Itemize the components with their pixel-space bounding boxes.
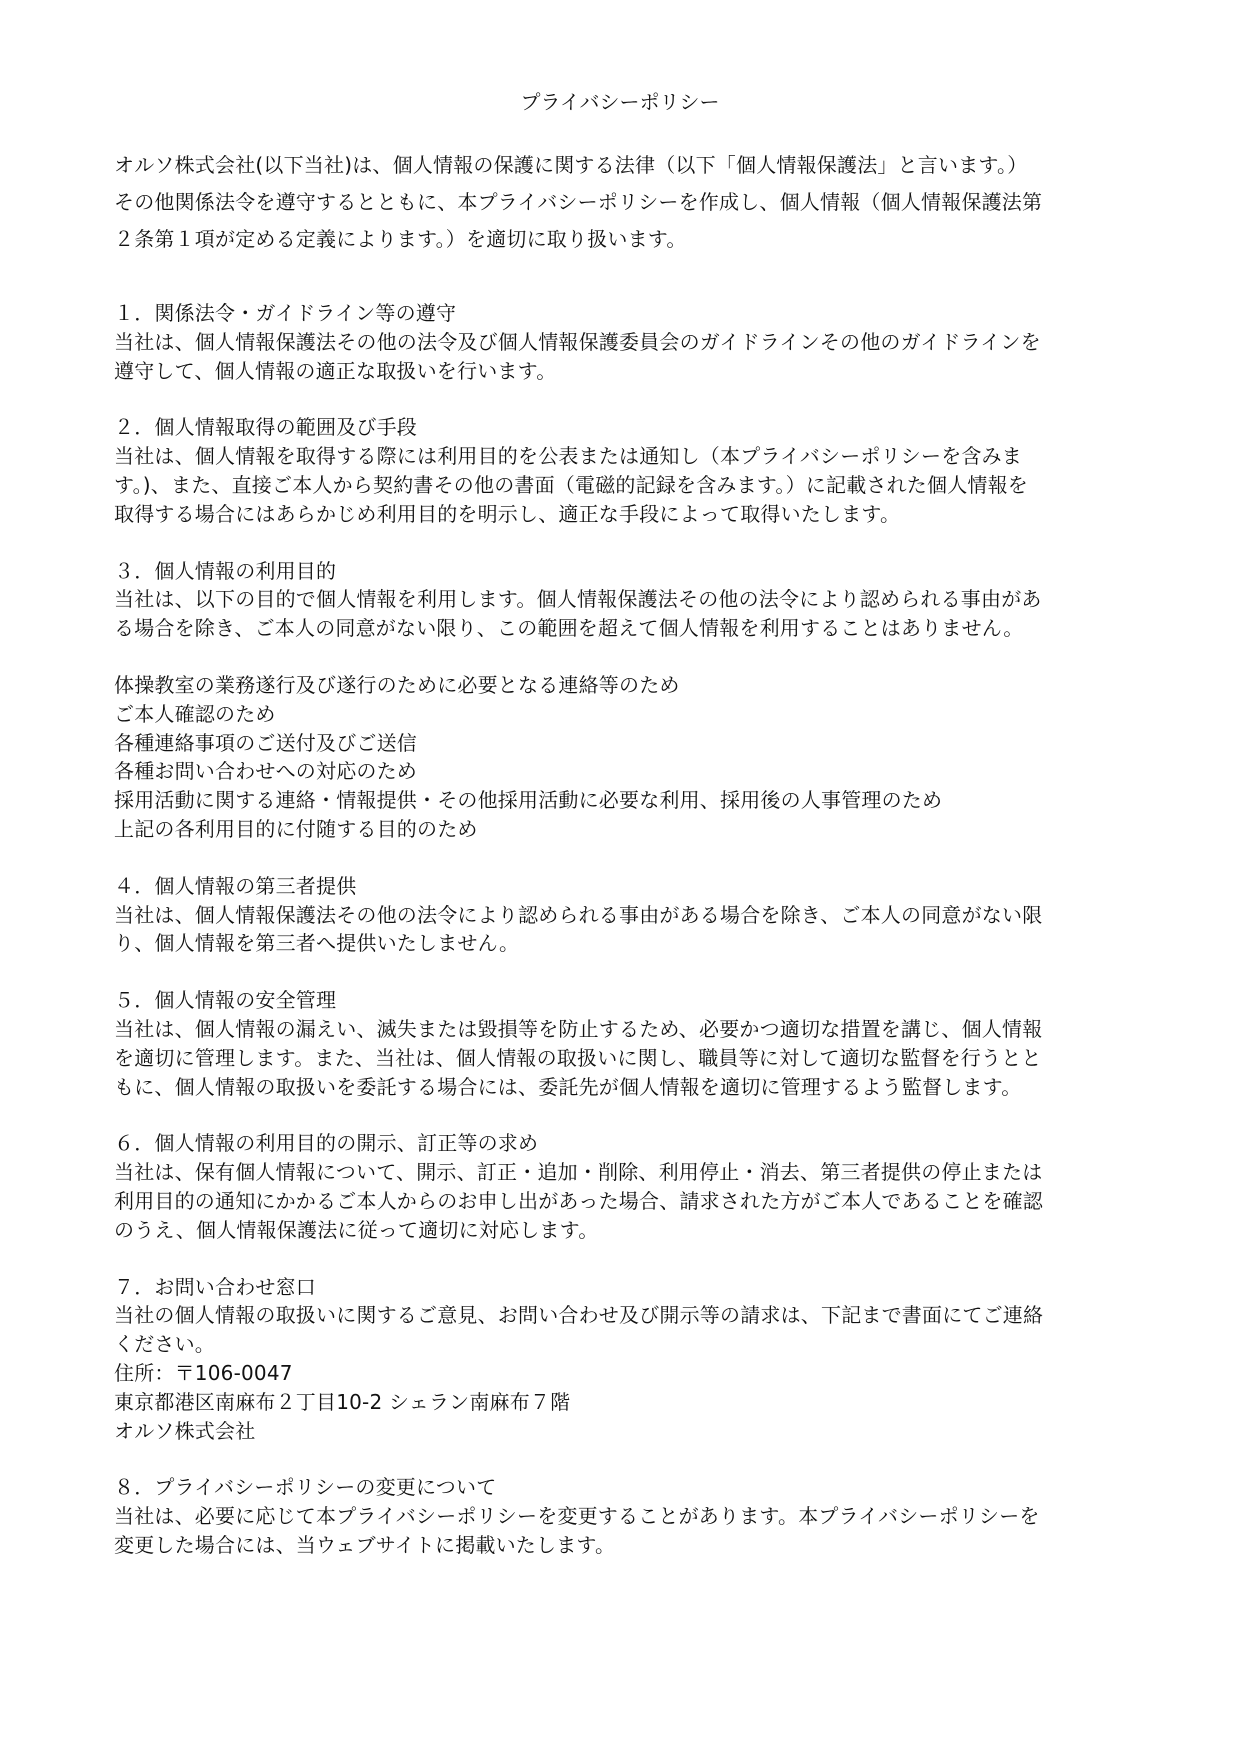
document-content [114,147,1134,1588]
section-heading: ６．個人情報の利用目的の開示、訂正等の求め [114,1131,539,1156]
section-body-line: 当社は、以下の目的で個人情報を利用します。個人情報保護法その他の法令により認められる事由があ [114,587,1042,612]
page-title: プライバシーポリシー [520,90,720,114]
contact-company: オルソ株式会社 [114,1418,256,1443]
section-body-line: す。)、また、直接ご本人から契約書その他の書面（電磁的記録を含みます。）に記載された個人情報を [114,472,1029,497]
section-body-line: 利用目的の通知にかかるご本人からのお申し出があった場合、請求された方がご本人であることを確認 [114,1188,1043,1213]
contact-address: 東京都港区南麻布２丁目10-2 シェラン南麻布７階 [114,1389,571,1414]
section-body-line: 当社は、個人情報の漏えい、滅失または毀損等を防止するため、必要かつ適切な措置を講じ、個人情報 [114,1016,1043,1041]
section-heading: ４．個人情報の第三者提供 [114,873,357,898]
section-body-line: る場合を除き、ご本人の同意がない限り、この範囲を超えて個人情報を利用することはありません。 [114,616,1024,641]
section-heading: １．関係法令・ガイドライン等の遵守 [114,301,457,325]
list-item: 各種お問い合わせへの対応のため [114,759,417,784]
section-policy-changes [114,1473,1134,1559]
contact-postal-code: 住所：〒106-0047 [114,1360,293,1385]
section-heading: ２．個人情報取得の範囲及び手段 [114,415,417,440]
section-contact [114,1273,1134,1446]
list-item: 各種連絡事項のご送付及びご送信 [114,730,417,755]
section-heading: ３．個人情報の利用目的 [114,558,337,583]
intro-line: その他関係法令を遵守するとともに、本プライバシーポリシーを作成し、個人情報（個人情報保護法第 [114,190,1043,214]
section-body-line: 遵守して、個人情報の適正な取扱いを行います。 [114,358,557,383]
section-body-line: り、個人情報を第三者へ提供いたしません。 [114,931,520,956]
list-item: 上記の各利用目的に付随する目的のため [114,816,478,841]
intro-line: ２条第１項が定める定義によります。）を適切に取り扱います。 [114,227,687,251]
section-body-line: 当社の個人情報の取扱いに関するご意見、お問い合わせ及び開示等の請求は、下記まで書面にてご連絡 [114,1303,1044,1328]
intro-paragraph [114,147,1134,258]
section-disclosure [114,1129,1134,1244]
intro-line: オルソ株式会社(以下当社)は、個人情報の保護に関する法律（以下「個人情報保護法」と言います。） [114,153,1028,177]
section-compliance [114,299,1134,385]
section-body-line: を適切に管理します。また、当社は、個人情報の取扱いに関し、職員等に対して適切な監督を行うとと [114,1045,1042,1070]
section-body-line: のうえ、個人情報保護法に従って適切に対応します。 [114,1217,599,1242]
purpose-list [114,671,1134,844]
section-body-line: 変更した場合には、当ウェブサイトに掲載いたします。 [114,1532,616,1557]
section-body-line: 当社は、個人情報を取得する際には利用目的を公表または通知し（本プライバシーポリシーを含みま [114,444,1022,469]
section-acquisition [114,413,1134,528]
section-heading: ５．個人情報の安全管理 [114,988,337,1013]
section-body-line: 取得する場合にはあらかじめ利用目的を明示し、適正な手段によって取得いたします。 [114,501,901,526]
list-item: ご本人確認のため [114,701,276,726]
section-body-line: 当社は、個人情報保護法その他の法令により認められる事由がある場合を除き、ご本人の同意がない限 [114,902,1043,927]
section-heading: ８．プライバシーポリシーの変更について [114,1475,497,1500]
section-body-line: 当社は、個人情報保護法その他の法令及び個人情報保護委員会のガイドラインその他のガイドラインを [114,329,1041,354]
section-body-line: もに、個人情報の取扱いを委託する場合には、委託先が個人情報を適切に管理するよう監督します。 [114,1074,1022,1099]
section-body-line: 当社は、保有個人情報について、開示、訂正・追加・削除、利用停止・消去、第三者提供の停止または [114,1160,1043,1185]
section-heading: ７．お問い合わせ窓口 [114,1274,316,1299]
section-third-party [114,872,1134,958]
section-body-line: 当社は、必要に応じて本プライバシーポリシーを変更することがあります。本プライバシーポリシーを [114,1504,1040,1529]
section-purpose [114,557,1134,643]
list-item: 体操教室の業務遂行及び遂行のために必要となる連絡等のため [114,672,680,697]
section-body-line: ください。 [114,1332,215,1357]
list-item: 採用活動に関する連絡・情報提供・その他採用活動に必要な利用、採用後の人事管理のため [114,788,943,813]
section-security [114,986,1134,1101]
